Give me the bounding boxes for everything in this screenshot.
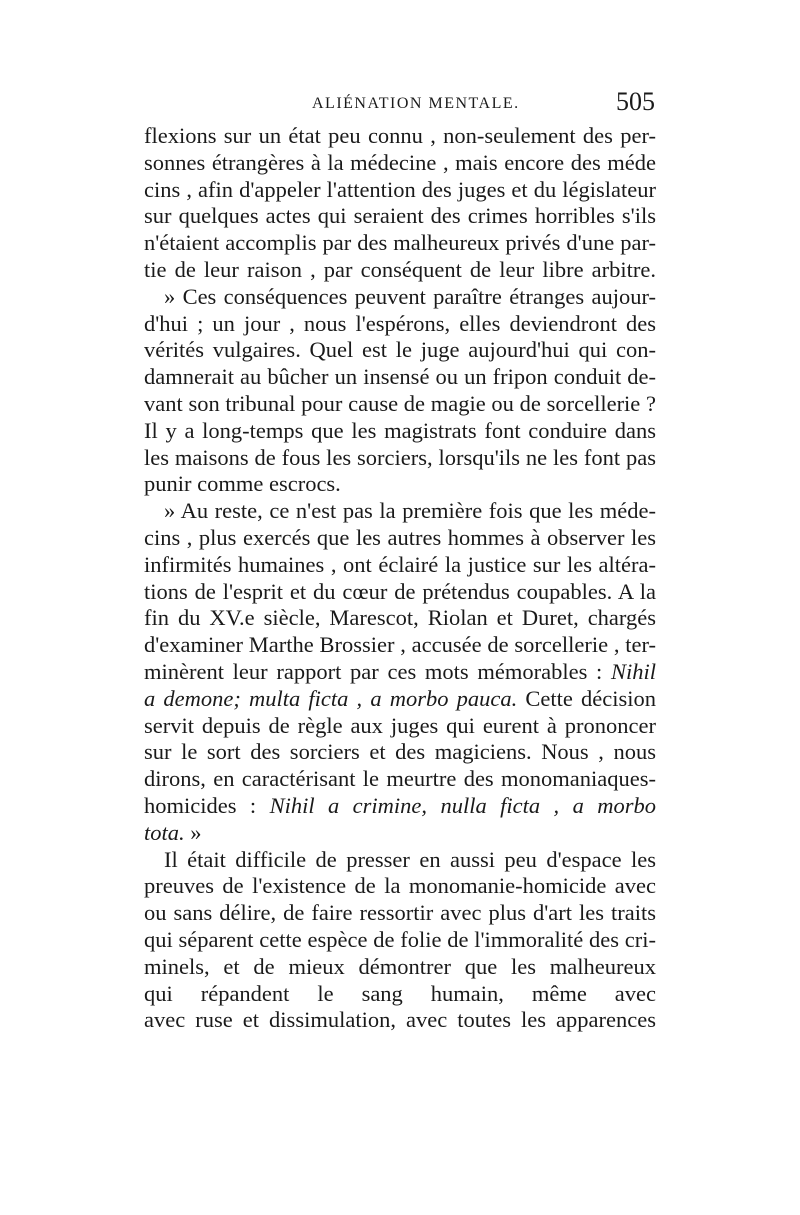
text-line: qui répandent le sang humain, même avec (144, 980, 656, 1006)
text-line: Il y a long-temps que les magistrats font conduire dans (144, 417, 656, 443)
body-text (144, 123, 656, 1034)
text-line: Il était difficile de presser en aussi peu d'espace les (164, 846, 656, 872)
text-line: » Au reste, ce n'est pas la première fois que les méde- (164, 498, 656, 524)
latin-quote: tota. (144, 819, 185, 845)
text-line: sonnes étrangères à la médecine , mais encore des méde (144, 149, 656, 175)
text-line: damnerait au bûcher un insensé ou un fripon conduit de- (144, 364, 656, 390)
text-line: les maisons de fous les sorciers, lorsqu'ils ne les font pas (144, 444, 656, 470)
text-line: punir comme escrocs. (144, 471, 341, 497)
text-span: minèrent leur rapport par ces mots mémorables : (144, 658, 603, 684)
text-line: n'étaient accomplis par des malheureux privés d'une par- (144, 230, 656, 256)
text-line: qui séparent cette espèce de folie de l'immoralité des cri- (144, 926, 656, 952)
text-line (144, 686, 656, 713)
text-line: vant son tribunal pour cause de magie ou de sorcellerie ? (144, 390, 656, 416)
text-line: d'examiner Marthe Brossier , accusée de sorcellerie , ter- (144, 632, 656, 658)
latin-quote: Nihil (610, 658, 656, 684)
text-line: servit depuis de règle aux juges qui eurent à prononcer (144, 712, 656, 738)
text-line: avec ruse et dissimulation, avec toutes les apparences (144, 1007, 656, 1033)
latin-quote: a demone; multa ficta , a morbo pauca. (144, 685, 518, 711)
text-span: Cette décision (525, 685, 656, 711)
text-line: » Ces conséquences peuvent paraître étranges aujour- (164, 283, 656, 309)
running-title: ALIÉNATION MENTALE. (312, 95, 520, 112)
text-line (144, 659, 656, 686)
text-line: sur le sort des sorciers et des magiciens. Nous , nous (144, 739, 656, 765)
text-line: tie de leur raison , par conséquent de leur libre arbitre. (144, 256, 656, 282)
running-head (0, 87, 800, 123)
text-line: sur quelques actes qui seraient des crimes horribles s'ils (144, 203, 656, 229)
text-line: infirmités humaines , ont éclairé la justice sur les altéra- (144, 551, 656, 577)
text-line: cins , plus exercés que les autres hommes à observer les (144, 524, 656, 550)
text-line: cins , afin d'appeler l'attention des juges et du législateur (144, 176, 656, 202)
text-line (144, 793, 656, 820)
text-line: vérités vulgaires. Quel est le juge aujourd'hui qui con- (144, 337, 656, 363)
closing-quote: » (190, 819, 202, 845)
text-line: flexions sur un état peu connu , non-seulement des per- (144, 123, 656, 148)
text-line: dirons, en caractérisant le meurtre des monomaniaques- (144, 766, 656, 792)
text-line: tions de l'esprit et du cœur de prétendus coupables. A la (144, 578, 656, 604)
text-line: preuves de l'existence de la monomanie-homicide avec (144, 873, 656, 899)
text-line (144, 820, 656, 847)
latin-quote: Nihil a crimine, nulla ficta , a morbo (269, 792, 656, 818)
page-number: 505 (616, 87, 655, 116)
text-span: homicides : (144, 792, 257, 818)
text-line: ou sans délire, de faire ressortir avec plus d'art les traits (144, 900, 656, 926)
text-line: fin du XV.e siècle, Marescot, Riolan et Duret, chargés (144, 605, 656, 631)
text-line: d'hui ; un jour , nous l'espérons, elles deviendront des (144, 310, 656, 336)
text-line: minels, et de mieux démontrer que les malheureux (144, 953, 656, 979)
